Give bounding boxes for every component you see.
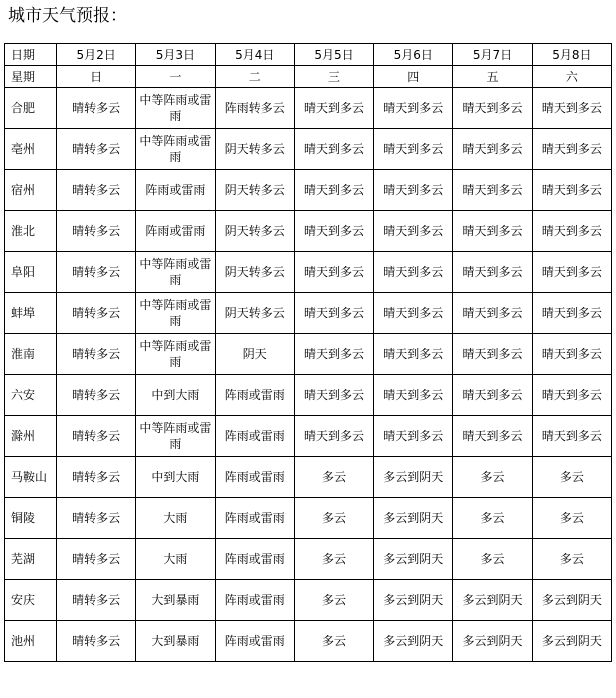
table-row [5,621,612,662]
table-body [5,44,612,662]
cell-may5: 晴天到多云 [294,375,373,416]
cell-may2: 晴转多云 [57,375,136,416]
cell-may3: 大到暴雨 [136,621,215,662]
cell-may8: 晴天到多云 [532,293,611,334]
date-header-may5: 5月5日 [294,44,373,66]
cell-may6: 多云到阴天 [374,580,453,621]
cell-may5: 晴天到多云 [294,129,373,170]
cell-may8: 多云 [532,457,611,498]
cell-may8: 晴天到多云 [532,416,611,457]
date-header-may7: 5月7日 [453,44,532,66]
cell-may6: 晴天到多云 [374,416,453,457]
cell-may2: 晴转多云 [57,416,136,457]
weekday-header-may8: 六 [532,66,611,88]
cell-may3: 中等阵雨或雷雨 [136,88,215,129]
weekday-header-may7: 五 [453,66,532,88]
cell-may5: 晴天到多云 [294,211,373,252]
cell-may8: 晴天到多云 [532,252,611,293]
cell-may3: 大雨 [136,498,215,539]
cell-may4: 阴天 [215,334,294,375]
cell-may7: 晴天到多云 [453,88,532,129]
cell-may7: 多云到阴天 [453,621,532,662]
cell-may4: 阵雨转多云 [215,88,294,129]
date-header-row [5,44,612,66]
weekday-header-row [5,66,612,88]
cell-may2: 晴转多云 [57,129,136,170]
cell-may5: 晴天到多云 [294,334,373,375]
cell-may5: 晴天到多云 [294,88,373,129]
weekday-header-may4: 二 [215,66,294,88]
cell-may3: 阵雨或雷雨 [136,170,215,211]
cell-may7: 晴天到多云 [453,170,532,211]
cell-may2: 晴转多云 [57,580,136,621]
cell-city: 芜湖 [5,539,57,580]
date-header-may4: 5月4日 [215,44,294,66]
cell-may8: 多云到阴天 [532,580,611,621]
cell-may3: 中等阵雨或雷雨 [136,416,215,457]
cell-may3: 中到大雨 [136,375,215,416]
table-row [5,498,612,539]
cell-may2: 晴转多云 [57,170,136,211]
date-header-city: 日期 [5,44,57,66]
cell-may3: 中等阵雨或雷雨 [136,334,215,375]
table-row [5,129,612,170]
cell-may3: 阵雨或雷雨 [136,211,215,252]
cell-may2: 晴转多云 [57,88,136,129]
cell-may5: 多云 [294,498,373,539]
cell-may7: 晴天到多云 [453,129,532,170]
weekday-header-city: 星期 [5,66,57,88]
cell-city: 淮北 [5,211,57,252]
cell-may8: 多云 [532,498,611,539]
cell-city: 安庆 [5,580,57,621]
cell-city: 铜陵 [5,498,57,539]
cell-may6: 多云到阴天 [374,457,453,498]
cell-may2: 晴转多云 [57,539,136,580]
table-row [5,293,612,334]
table-row [5,375,612,416]
cell-may6: 晴天到多云 [374,375,453,416]
cell-city: 阜阳 [5,252,57,293]
cell-may6: 晴天到多云 [374,211,453,252]
cell-may4: 阵雨或雷雨 [215,539,294,580]
cell-may6: 晴天到多云 [374,170,453,211]
cell-may8: 晴天到多云 [532,88,611,129]
cell-may3: 大到暴雨 [136,580,215,621]
cell-may5: 多云 [294,580,373,621]
weekday-header-may5: 三 [294,66,373,88]
table-row [5,334,612,375]
cell-may3: 中等阵雨或雷雨 [136,129,215,170]
cell-may4: 阵雨或雷雨 [215,580,294,621]
cell-may4: 阵雨或雷雨 [215,416,294,457]
cell-may4: 阵雨或雷雨 [215,375,294,416]
cell-may6: 多云到阴天 [374,621,453,662]
cell-city: 淮南 [5,334,57,375]
cell-may2: 晴转多云 [57,621,136,662]
cell-may5: 晴天到多云 [294,252,373,293]
page-title: 城市天气预报： [8,6,127,26]
cell-may4: 阵雨或雷雨 [215,457,294,498]
weekday-header-may2: 日 [57,66,136,88]
cell-may8: 晴天到多云 [532,170,611,211]
date-header-may6: 5月6日 [374,44,453,66]
cell-may8: 多云到阴天 [532,621,611,662]
cell-may3: 中到大雨 [136,457,215,498]
table-row [5,170,612,211]
cell-may8: 晴天到多云 [532,375,611,416]
cell-may7: 多云 [453,457,532,498]
cell-may6: 晴天到多云 [374,129,453,170]
cell-city: 蚌埠 [5,293,57,334]
cell-may7: 晴天到多云 [453,252,532,293]
cell-may7: 晴天到多云 [453,293,532,334]
cell-may4: 阴天转多云 [215,211,294,252]
cell-city: 亳州 [5,129,57,170]
cell-may3: 中等阵雨或雷雨 [136,252,215,293]
table-row [5,457,612,498]
date-header-may8: 5月8日 [532,44,611,66]
cell-may7: 多云到阴天 [453,580,532,621]
cell-may2: 晴转多云 [57,252,136,293]
cell-may8: 晴天到多云 [532,129,611,170]
cell-may5: 多云 [294,457,373,498]
table-row [5,416,612,457]
cell-may6: 多云到阴天 [374,498,453,539]
cell-may7: 晴天到多云 [453,416,532,457]
cell-may2: 晴转多云 [57,498,136,539]
cell-may6: 晴天到多云 [374,334,453,375]
cell-may3: 中等阵雨或雷雨 [136,293,215,334]
cell-may4: 阵雨或雷雨 [215,498,294,539]
date-header-may3: 5月3日 [136,44,215,66]
cell-may7: 多云 [453,498,532,539]
weekday-header-may6: 四 [374,66,453,88]
table-row [5,252,612,293]
cell-may8: 晴天到多云 [532,334,611,375]
table-row [5,211,612,252]
cell-city: 池州 [5,621,57,662]
table-row [5,88,612,129]
cell-may5: 晴天到多云 [294,293,373,334]
cell-may7: 晴天到多云 [453,334,532,375]
cell-may3: 大雨 [136,539,215,580]
cell-may2: 晴转多云 [57,211,136,252]
table-row [5,580,612,621]
cell-may4: 阴天转多云 [215,293,294,334]
cell-may4: 阴天转多云 [215,252,294,293]
cell-city: 六安 [5,375,57,416]
cell-may6: 多云到阴天 [374,539,453,580]
cell-may6: 晴天到多云 [374,293,453,334]
cell-may5: 多云 [294,539,373,580]
cell-may7: 晴天到多云 [453,375,532,416]
cell-may2: 晴转多云 [57,334,136,375]
cell-may8: 多云 [532,539,611,580]
weather-forecast-table [4,43,612,662]
date-header-may2: 5月2日 [57,44,136,66]
cell-city: 宿州 [5,170,57,211]
cell-may7: 多云 [453,539,532,580]
cell-may5: 晴天到多云 [294,170,373,211]
cell-city: 马鞍山 [5,457,57,498]
cell-city: 滁州 [5,416,57,457]
cell-may6: 晴天到多云 [374,88,453,129]
cell-may6: 晴天到多云 [374,252,453,293]
cell-may4: 阴天转多云 [215,170,294,211]
cell-city: 合肥 [5,88,57,129]
cell-may5: 晴天到多云 [294,416,373,457]
cell-may2: 晴转多云 [57,293,136,334]
table-row [5,539,612,580]
weekday-header-may3: 一 [136,66,215,88]
cell-may8: 晴天到多云 [532,211,611,252]
cell-may4: 阵雨或雷雨 [215,621,294,662]
cell-may4: 阴天转多云 [215,129,294,170]
cell-may7: 晴天到多云 [453,211,532,252]
cell-may5: 多云 [294,621,373,662]
cell-may2: 晴转多云 [57,457,136,498]
